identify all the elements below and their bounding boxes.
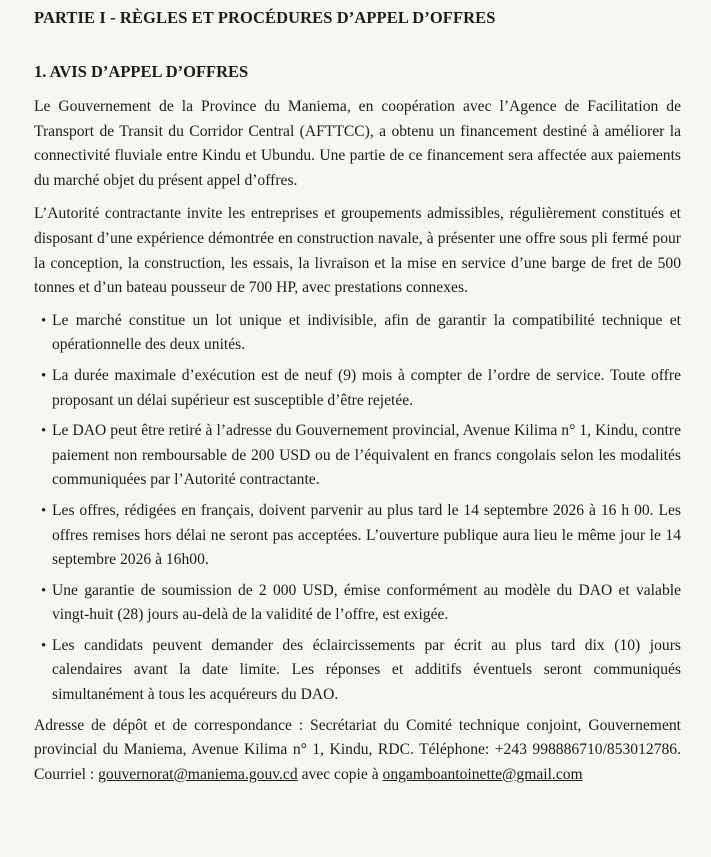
copy-text: avec copie à [301, 765, 379, 783]
address-text: Adresse de dépôt et de correspondance : Secrétariat du Comité technique conjoint, Gouvernement provincial du Maniema, Avenue Kilima n° 1, Kindu, RDC. Téléphone: +243 998886710/853012786. Courriel : [34, 716, 681, 783]
list-item: • Une garantie de soumission de 2 000 USD, émise conformément au modèle du DAO et valable vingt-huit (28) jours au-delà de la validité de l’offre, est exigée. [34, 579, 681, 628]
email-link[interactable]: gouvernorat@maniema.gouv.cd [98, 765, 298, 783]
list-item: • Les candidats peuvent demander des éclaircissements par écrit au plus tard dix (10) jours calendaires avant la date limite. Les réponses et additifs éventuels seront communiqués simultanément à tous les acquéreurs du DAO. [34, 634, 681, 708]
part-heading: PARTIE I - RÈGLES ET PROCÉDURES D’APPEL D’OFFRES [34, 8, 496, 27]
address-paragraph [34, 714, 681, 788]
invitation-paragraph: L’Autorité contractante invite les entreprises et groupements admissibles, régulièrement constitués et disposant d’une expérience démontrée en construction navale, à présenter une offre sous pli fermé pour la conception, la construction, les essais, la livraison et la mise en service d’une barge de fret de 500 tonnes et d’un bateau pousseur de 700 HP, avec prestations connexes. [34, 205, 681, 297]
list-item: • Les offres, rédigées en français, doivent parvenir au plus tard le 14 septembre 2026 à 16 h 00. Les offres remises hors délai ne seront pas acceptées. L’ouverture publique aura lieu le même jour le 14 septembre 2026 à 16h00. [34, 499, 681, 573]
list-item: • Le DAO peut être retiré à l’adresse du Gouvernement provincial, Avenue Kilima n° 1, Kindu, contre paiement non remboursable de 200 USD ou de l’équivalent en francs congolais selon les modalités communiquées par l’Autorité contractante. [34, 419, 681, 493]
intro-paragraph: Le Gouvernement de la Province du Maniema, en coopération avec l’Agence de Facilitation de Transport de Transit du Corridor Central (AFTTCC), a obtenu un financement destiné à améliorer la connectivité fluviale entre Kindu et Ubundu. Une partie de ce financement sera affectée aux paiements du marché objet du présent appel d’offres. [34, 98, 681, 189]
list-item: • Le marché constitue un lot unique et indivisible, afin de garantir la compatibilité technique et opérationnelle des deux unités. [34, 309, 681, 358]
email-copy-link[interactable]: ongamboantoinette@gmail.com [382, 765, 583, 783]
section-heading: 1. AVIS D’APPEL D’OFFRES [34, 62, 249, 81]
list-item: • La durée maximale d’exécution est de neuf (9) mois à compter de l’ordre de service. Toute offre proposant un délai supérieur est susceptible d’être rejetée. [34, 364, 681, 413]
conditions-list [34, 309, 681, 708]
